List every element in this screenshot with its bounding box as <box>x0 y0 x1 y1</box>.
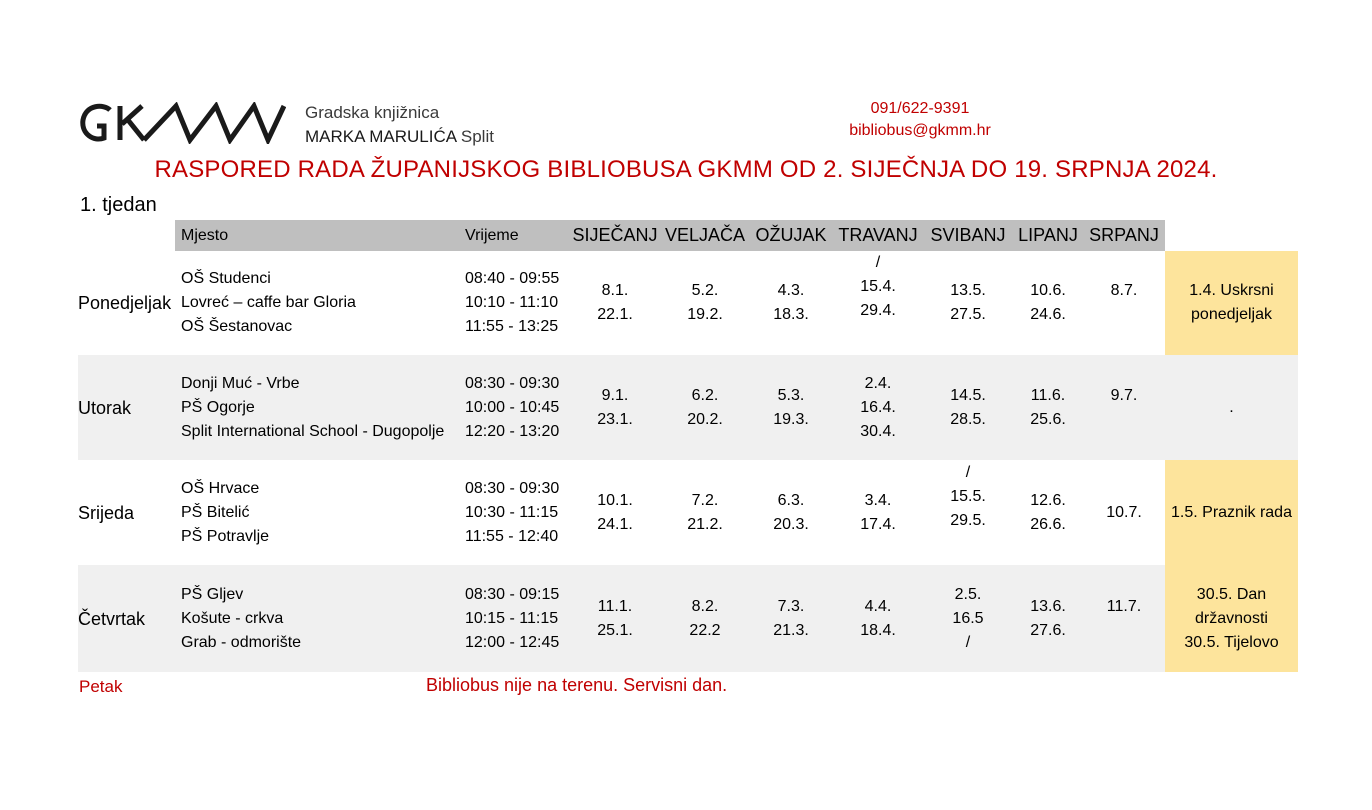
gkmm-logo <box>80 102 286 144</box>
library-name-bold: MARKA MARULIĆA <box>305 127 457 146</box>
place-name: PŠ Gljev <box>181 586 244 603</box>
date-cell <box>1084 279 1164 303</box>
place-name: Grab - odmorište <box>181 634 302 651</box>
time-list <box>465 267 559 339</box>
place-name: Donji Muć - Vrbe <box>181 375 300 392</box>
place-list <box>181 267 356 339</box>
date: 13.5. <box>950 282 986 299</box>
date-cell <box>750 384 832 432</box>
date-cell <box>570 595 660 643</box>
place-name: PŠ Ogorje <box>181 399 255 416</box>
date: 19.3. <box>773 411 809 428</box>
date: 19.2. <box>687 306 723 323</box>
date: 5.3. <box>777 387 805 404</box>
time-slot: 12:00 - 12:45 <box>465 634 560 651</box>
note-line: 1.4. Uskrsni <box>1189 282 1274 299</box>
date: 8.1. <box>601 282 629 299</box>
date-cell <box>660 384 750 432</box>
date: 29.5. <box>950 512 986 529</box>
day-label: Srijeda <box>78 503 135 523</box>
date: 26.6. <box>1030 516 1066 533</box>
date: 22.2 <box>689 622 721 639</box>
date-cell <box>832 489 924 537</box>
place-name: Košute - crkva <box>181 610 284 627</box>
note-line: ponedjeljak <box>1191 306 1272 323</box>
date-cell <box>924 384 1012 432</box>
place-name: OŠ Hrvace <box>181 480 260 497</box>
date: 11.1. <box>597 598 633 615</box>
date: 29.4. <box>860 302 896 319</box>
place-name: OŠ Studenci <box>181 270 271 287</box>
date: 6.2. <box>691 387 719 404</box>
day-label: Četvrtak <box>78 609 146 629</box>
date-cell <box>924 279 1012 327</box>
date: 14.5. <box>950 387 986 404</box>
place-name: PŠ Bitelić <box>181 504 250 521</box>
note-line: 30.5. Tijelovo <box>1184 634 1279 651</box>
note-line: . <box>1229 399 1234 416</box>
date: 10.7. <box>1106 504 1142 521</box>
date: 6.3. <box>777 492 805 509</box>
date: / <box>875 254 881 271</box>
date-cell <box>832 372 924 444</box>
date: 2.4. <box>864 375 892 392</box>
page-title: RASPORED RADA ŽUPANIJSKOG BIBLIOBUSA GKMM OD 2. SIJEČNJA DO 19. SRPNJA 2024. <box>154 156 1218 183</box>
date: 7.2. <box>691 492 719 509</box>
time-slot: 11:55 - 13:25 <box>465 318 559 335</box>
column-header-month: SRPANJ <box>1089 225 1159 245</box>
date-cell <box>660 595 750 643</box>
column-header-month: LIPANJ <box>1018 225 1078 245</box>
date: 11.6. <box>1030 387 1066 404</box>
time-slot: 08:30 - 09:30 <box>465 375 560 392</box>
holiday-note <box>1165 501 1298 525</box>
date: 27.5. <box>950 306 986 323</box>
date-cell <box>1084 501 1164 525</box>
footer-day-label: Petak <box>79 677 123 696</box>
date-cell <box>924 461 1012 533</box>
date-cell <box>832 595 924 643</box>
day-label: Ponedjeljak <box>78 293 172 313</box>
date: 9.7. <box>1110 387 1138 404</box>
time-slot: 10:10 - 11:10 <box>465 294 559 311</box>
date: 4.3. <box>777 282 805 299</box>
date-cell <box>750 489 832 537</box>
place-name: OŠ Šestanovac <box>181 318 293 335</box>
column-header-month: OŽUJAK <box>755 225 827 245</box>
date: 9.1. <box>601 387 629 404</box>
note-line: državnosti <box>1195 610 1268 627</box>
date: 12.6. <box>1030 492 1066 509</box>
column-header-month: TRAVANJ <box>838 225 918 245</box>
date: 18.4. <box>860 622 896 639</box>
date: / <box>965 464 971 481</box>
day-label: Utorak <box>78 398 132 418</box>
date: 17.4. <box>860 516 896 533</box>
library-name-city: Split <box>456 127 494 146</box>
date: 21.3. <box>773 622 809 639</box>
place-list <box>181 372 444 444</box>
time-slot: 10:30 - 11:15 <box>465 504 559 521</box>
date-cell <box>1012 384 1084 432</box>
phone-number: 091/622-9391 <box>870 100 970 117</box>
date: 27.6. <box>1030 622 1066 639</box>
date: 8.2. <box>691 598 719 615</box>
date: 30.4. <box>860 423 896 440</box>
date-cell <box>1084 595 1164 619</box>
date: 3.4. <box>864 492 892 509</box>
footer-note: Bibliobus nije na terenu. Servisni dan. <box>426 675 728 695</box>
date-cell <box>570 384 660 432</box>
column-header-month: SVIBANJ <box>930 225 1006 245</box>
date: 23.1. <box>597 411 633 428</box>
date-cell <box>570 279 660 327</box>
column-header-month: SIJEČANJ <box>572 225 658 245</box>
holiday-note <box>1165 279 1298 327</box>
date-cell <box>570 489 660 537</box>
date: 13.6. <box>1030 598 1066 615</box>
place-list <box>181 583 301 655</box>
week-label: 1. tjedan <box>80 194 157 216</box>
note-line: 1.5. Praznik rada <box>1171 504 1292 521</box>
date-cell <box>1012 279 1084 327</box>
time-slot: 10:15 - 11:15 <box>465 610 559 627</box>
date: 20.3. <box>773 516 809 533</box>
place-list <box>181 477 269 549</box>
time-slot: 08:40 - 09:55 <box>465 270 560 287</box>
date: 15.5. <box>950 488 986 505</box>
place-name: Lovreć – caffe bar Gloria <box>181 294 356 311</box>
date: 21.2. <box>687 516 723 533</box>
date: 5.2. <box>691 282 719 299</box>
holiday-note <box>1165 583 1298 655</box>
date: 16.5 <box>952 610 984 627</box>
place-name: PŠ Potravlje <box>181 528 270 545</box>
date: 22.1. <box>597 306 633 323</box>
time-list <box>465 372 559 444</box>
date-cell <box>1084 384 1164 408</box>
date: 28.5. <box>950 411 986 428</box>
date-cell <box>1012 595 1084 643</box>
date: 11.7. <box>1106 598 1142 615</box>
date-cell <box>750 595 832 643</box>
date: 18.3. <box>773 306 809 323</box>
time-list <box>465 477 559 549</box>
date-cell <box>924 583 1012 655</box>
date: 8.7. <box>1110 282 1138 299</box>
date: 25.1. <box>597 622 633 639</box>
column-header-month: VELJAČA <box>664 225 746 245</box>
column-header-place: Mjesto <box>181 227 229 244</box>
date: 24.6. <box>1030 306 1066 323</box>
time-slot: 11:55 - 12:40 <box>465 528 559 545</box>
date-cell <box>832 251 924 323</box>
column-header-time: Vrijeme <box>465 227 519 244</box>
place-name: Split International School - Dugopolje <box>181 423 445 440</box>
date: 4.4. <box>864 598 892 615</box>
time-list <box>465 583 559 655</box>
date: 15.4. <box>860 278 896 295</box>
library-name-line2 <box>305 127 494 147</box>
date-cell <box>660 279 750 327</box>
date-cell <box>1012 489 1084 537</box>
date-cell <box>660 489 750 537</box>
holiday-note <box>1165 396 1298 420</box>
date: 7.3. <box>777 598 805 615</box>
date: 25.6. <box>1030 411 1066 428</box>
date: / <box>965 634 971 651</box>
time-slot: 08:30 - 09:30 <box>465 480 560 497</box>
time-slot: 10:00 - 10:45 <box>465 399 560 416</box>
time-slot: 12:20 - 13:20 <box>465 423 560 440</box>
note-line: 30.5. Dan <box>1196 586 1267 603</box>
library-name-line1: Gradska knjižnica <box>305 103 440 122</box>
date: 24.1. <box>597 516 633 533</box>
date-cell <box>750 279 832 327</box>
date: 20.2. <box>687 411 723 428</box>
date: 10.6. <box>1030 282 1066 299</box>
date: 2.5. <box>954 586 982 603</box>
date: 16.4. <box>860 399 896 416</box>
time-slot: 08:30 - 09:15 <box>465 586 560 603</box>
email-address: bibliobus@gkmm.hr <box>849 122 991 139</box>
date: 10.1. <box>597 492 633 509</box>
